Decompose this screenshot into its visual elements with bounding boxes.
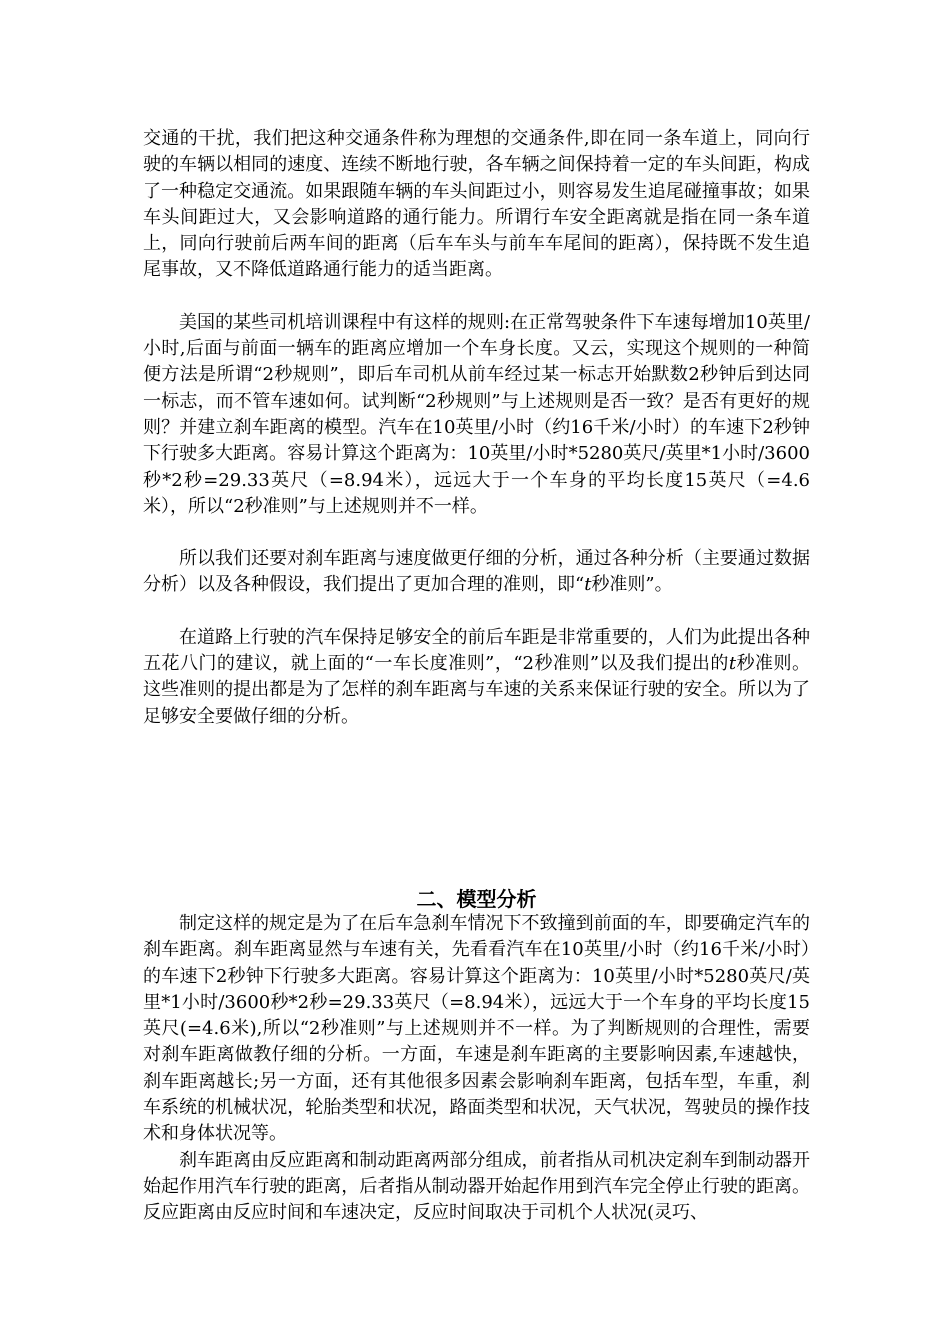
document-body-bottom xyxy=(143,911,810,1227)
paragraph-us-driving-rule: 美国的某些司机培训课程中有这样的规则:在正常驾驶条件下车速每增加10英里/小时,后面与前面一辆车的距离应增加一个车身长度。又云，实现这个规则的一种简便方法是所谓“2秒规则”，即后车司机从前车经过某一标志开始默数2秒钟后到达同一标志，而不管车速如何。试判断“2秒规则”与上述规则是否一致？是否有更好的规则？并建立刹车距离的模型。汽车在10英里/小时（约16千米/小时）的车速下2秒钟下行驶多大距离。容易计算这个距离为：10英里/小时*5280英尺/英里*1小时/3600秒*2秒=29.33英尺（=8.94米），远远大于一个车身的平均长度15英尺（=4.6米），所以“2秒准则”与上述规则并不一样。 xyxy=(143,311,810,517)
italic-variable: t xyxy=(728,653,737,675)
document-body-top xyxy=(143,126,810,730)
paragraph-text: 在道路上行驶的汽车保持足够安全的前后车距是非常重要的，人们为此提出各种五花八门的建议，就上面的“一车长度准则”，“2秒准则”以及我们提出的 xyxy=(143,626,810,675)
paragraph-text: 秒准则。这些准则的提出都是为了怎样的刹车距离与车速的关系来保证行驶的安全。所以为了足够安全要做仔细的分析。 xyxy=(143,653,811,727)
paragraph-t-second-rule-intro xyxy=(143,546,810,599)
section-title: 二、模型分析 xyxy=(416,887,537,911)
paragraph-model-analysis: 制定这样的规定是为了在后车急刹车情况下不致撞到前面的车，即要确定汽车的刹车距离。刹车距离显然与车速有关，先看看汽车在10英里/小时（约16千米/小时）的车速下2秒钟下行驶多大距离。容易计算这个距离为：10英里/小时*5280英尺/英里*1小时/3600秒*2秒=29.33英尺（=8.94米），远远大于一个车身的平均长度15英尺(=4.6米),所以“2秒准则”与上述规则并不一样。为了判断规则的合理性，需要对刹车距离做教仔细的分析。一方面，车速是刹车距离的主要影响因素,车速越快，刹车距离越长;另一方面，还有其他很多因素会影响刹车距离，包括车型，车重，刹车系统的机械状况，轮胎类型和状况，路面类型和状况，天气状况，驾驶员的操作技术和身体状况等。 xyxy=(143,913,810,1145)
paragraph-text: 秒准则”。 xyxy=(591,574,673,596)
paragraph-text: 所以我们还要对刹车距离与速度做更仔细的分析，通过各种分析（主要通过数据分析）以及各种假设，我们提出了更加合理的准则，即“ xyxy=(143,548,810,596)
paragraph-braking-distance-components: 刹车距离由反应距离和制动距离两部分组成，前者指从司机决定刹车到制动器开始起作用汽车行驶的距离，后者指从制动器开始起作用到汽车完全停止行驶的距离。反应距离由反应时间和车速决定，反应时间取决于司机个人状况(灵巧、 xyxy=(143,1149,810,1224)
paragraph-safety-distance xyxy=(143,625,810,730)
italic-variable: t xyxy=(584,574,592,596)
paragraph-ideal-traffic: 交通的干扰，我们把这种交通条件称为理想的交通条件,即在同一条车道上，同向行驶的车辆以相同的速度、连续不断地行驶，各车辆之间保持着一定的车头间距，构成了一种稳定交通流。如果跟随车辆的车头间距过小，则容易发生追尾碰撞事故；如果车头间距过大，又会影响道路的通行能力。所谓行车安全距离就是指在同一条车道上，同向行驶前后两车间的距离（后车车头与前车车尾间的距离），保持既不发生追尾事故，又不降低道路通行能力的适当距离。 xyxy=(143,128,810,281)
